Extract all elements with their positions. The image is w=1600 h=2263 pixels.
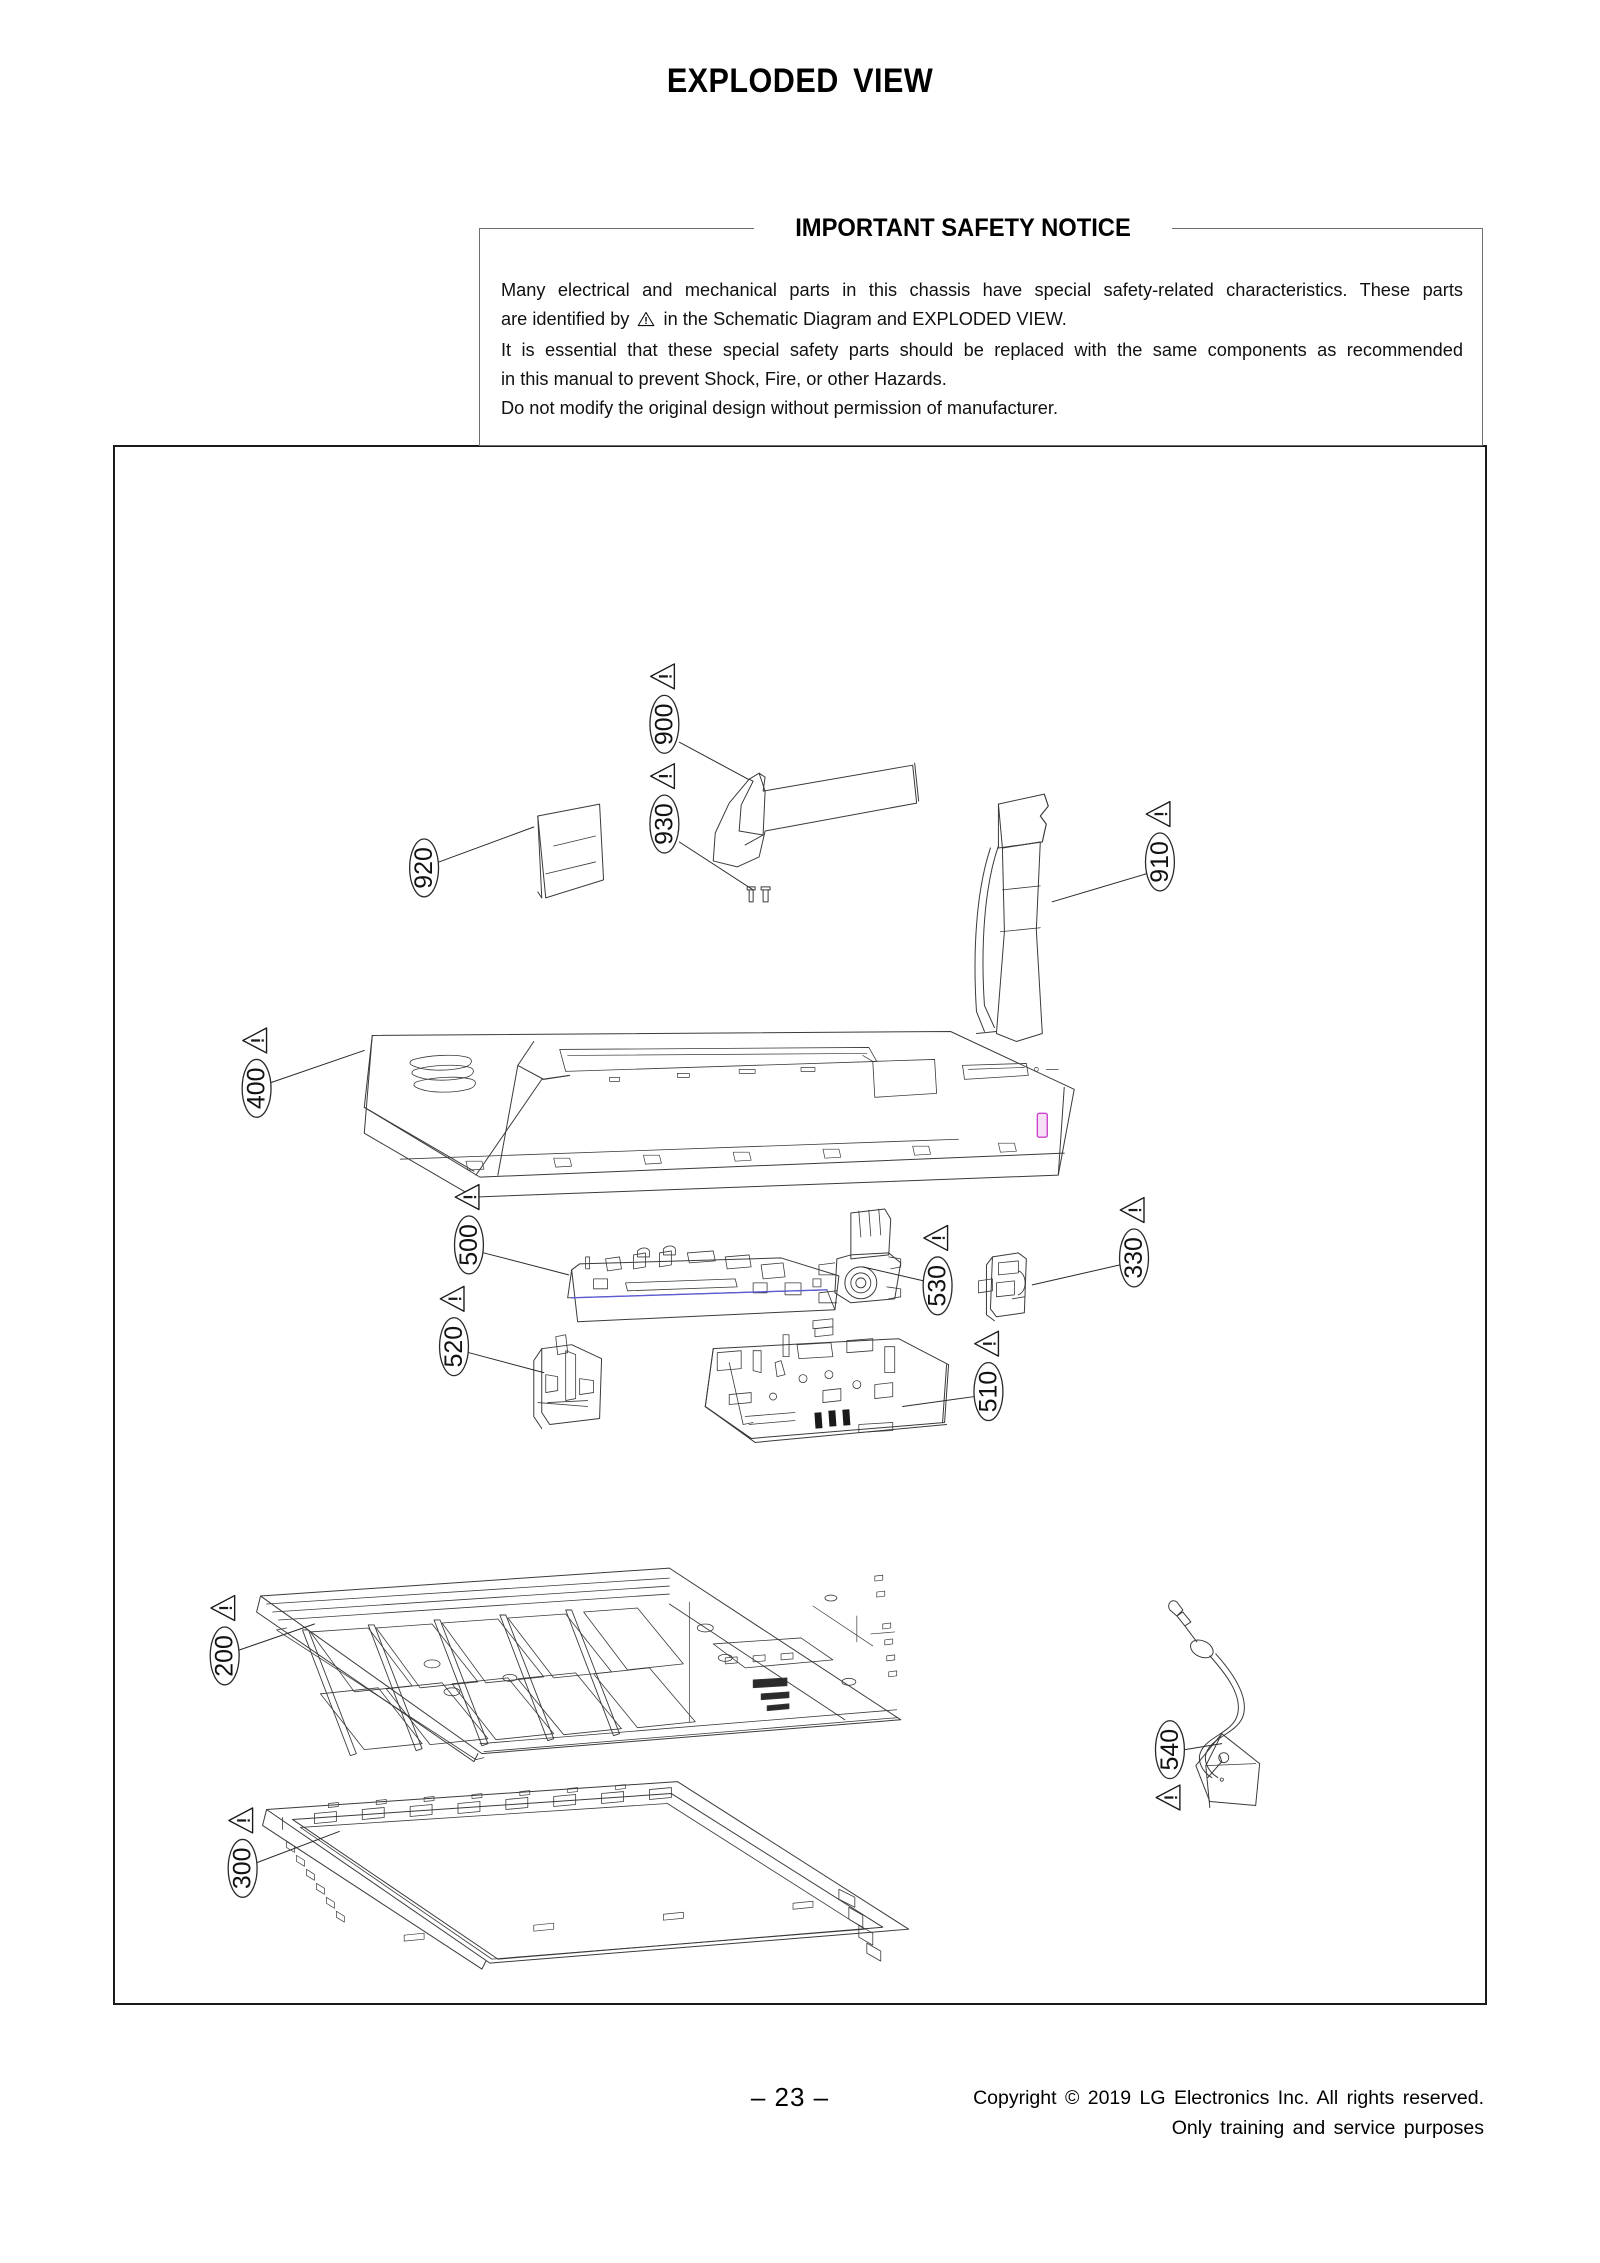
part-400-accent-mark (1037, 1113, 1047, 1137)
callout-330 (1120, 1198, 1149, 1287)
safety-line-1a: Many electrical and mechanical parts in this chassis have special safety-related characteristics. These parts (501, 280, 1463, 300)
safety-line-2a: It is essential that these special safety parts should be replaced with the same components as recommended (501, 340, 1463, 360)
callout-520 (440, 1286, 469, 1375)
callout-530 (923, 1225, 952, 1314)
part-400-back-cover (364, 1031, 1074, 1197)
callout-number-930: 930 (650, 803, 679, 845)
warning-triangle-icon (1120, 1198, 1144, 1223)
callout-930 (650, 764, 679, 853)
part-500-edge-accent (572, 1290, 827, 1298)
warning-triangle-icon (1146, 802, 1170, 827)
page-title (80, 62, 1520, 101)
part-520-bracket (534, 1335, 602, 1429)
page-number: – 23 – (750, 2082, 830, 2112)
part-300-front-bezel-frame (263, 1782, 909, 1970)
warning-triangle-icon (637, 307, 655, 336)
callout-number-900: 900 (650, 703, 679, 746)
warning-triangle-icon (440, 1286, 464, 1311)
part-900-stand-base (713, 763, 918, 867)
warning-triangle-icon (243, 1028, 267, 1053)
safety-line-1b (501, 305, 1463, 336)
safety-notice-title: IMPORTANT SAFETY NOTICE (764, 209, 1161, 247)
callout-300 (228, 1808, 257, 1897)
callout-540 (1155, 1721, 1184, 1810)
warning-triangle-icon (924, 1225, 948, 1250)
warning-triangle-icon (975, 1331, 999, 1356)
warning-triangle-icon (651, 764, 675, 789)
part-530-speaker-assembly (819, 1209, 901, 1303)
copyright-line-2: Only training and service purposes (1171, 2117, 1484, 2139)
warning-triangle-icon (211, 1596, 235, 1621)
part-500-power-supply-board (568, 1246, 839, 1322)
callout-number-910: 910 (1145, 841, 1174, 883)
safety-notice-text (501, 276, 1463, 423)
part-540-ac-adapter (1169, 1601, 1260, 1808)
callout-200 (210, 1596, 239, 1685)
exploded-view-drawing-frame (113, 445, 1487, 2005)
callout-number-500: 500 (454, 1224, 483, 1266)
callout-510 (974, 1331, 1003, 1420)
safety-line-1b-text: are identified by (501, 309, 630, 329)
callout-400 (242, 1028, 271, 1117)
callout-number-920: 920 (410, 847, 439, 889)
page-title-word-2: VIEW (853, 62, 934, 100)
part-510-main-board (705, 1319, 948, 1443)
safety-line-1c-text: in the Schematic Diagram and EXPLODED VIEW. (663, 309, 1067, 329)
part-930-screws (747, 887, 770, 902)
warning-triangle-icon (651, 664, 675, 689)
callout-910 (1145, 802, 1174, 891)
warning-triangle-icon (229, 1808, 253, 1833)
callout-920 (410, 839, 439, 897)
callout-number-400: 400 (242, 1067, 271, 1110)
callout-number-510: 510 (974, 1370, 1003, 1413)
safety-notice-box (479, 228, 1483, 446)
warning-triangle-icon (1156, 1785, 1180, 1810)
callout-number-540: 540 (1155, 1728, 1184, 1771)
callout-number-300: 300 (228, 1847, 257, 1890)
callout-number-530: 530 (923, 1265, 952, 1307)
safety-line-3: Do not modify the original design without permission of manufacturer. (501, 398, 1059, 418)
callout-number-330: 330 (1120, 1237, 1149, 1279)
callout-900 (650, 664, 679, 753)
part-200-lcd-panel-module (257, 1568, 901, 1762)
part-920-stand-cover (538, 804, 604, 898)
copyright-line-1: Copyright © 2019 LG Electronics Inc. All rights reserved. (973, 2087, 1484, 2109)
copyright-notice (973, 2083, 1484, 2143)
callout-number-520: 520 (440, 1325, 469, 1368)
callout-number-200: 200 (210, 1635, 239, 1677)
callout-500 (455, 1185, 484, 1274)
part-910-stand-neck (975, 794, 1048, 1041)
page-title-word-1: EXPLODED (666, 62, 839, 100)
safety-line-2b: in this manual to prevent Shock, Fire, or other Hazards. (501, 369, 947, 389)
part-330-jack-bracket (978, 1253, 1026, 1321)
safety-box-top-rule-right (1172, 228, 1483, 229)
safety-box-top-rule-left (479, 228, 754, 229)
callout-leader-lines (240, 742, 1222, 1862)
exploded-view-drawing (115, 447, 1485, 2003)
